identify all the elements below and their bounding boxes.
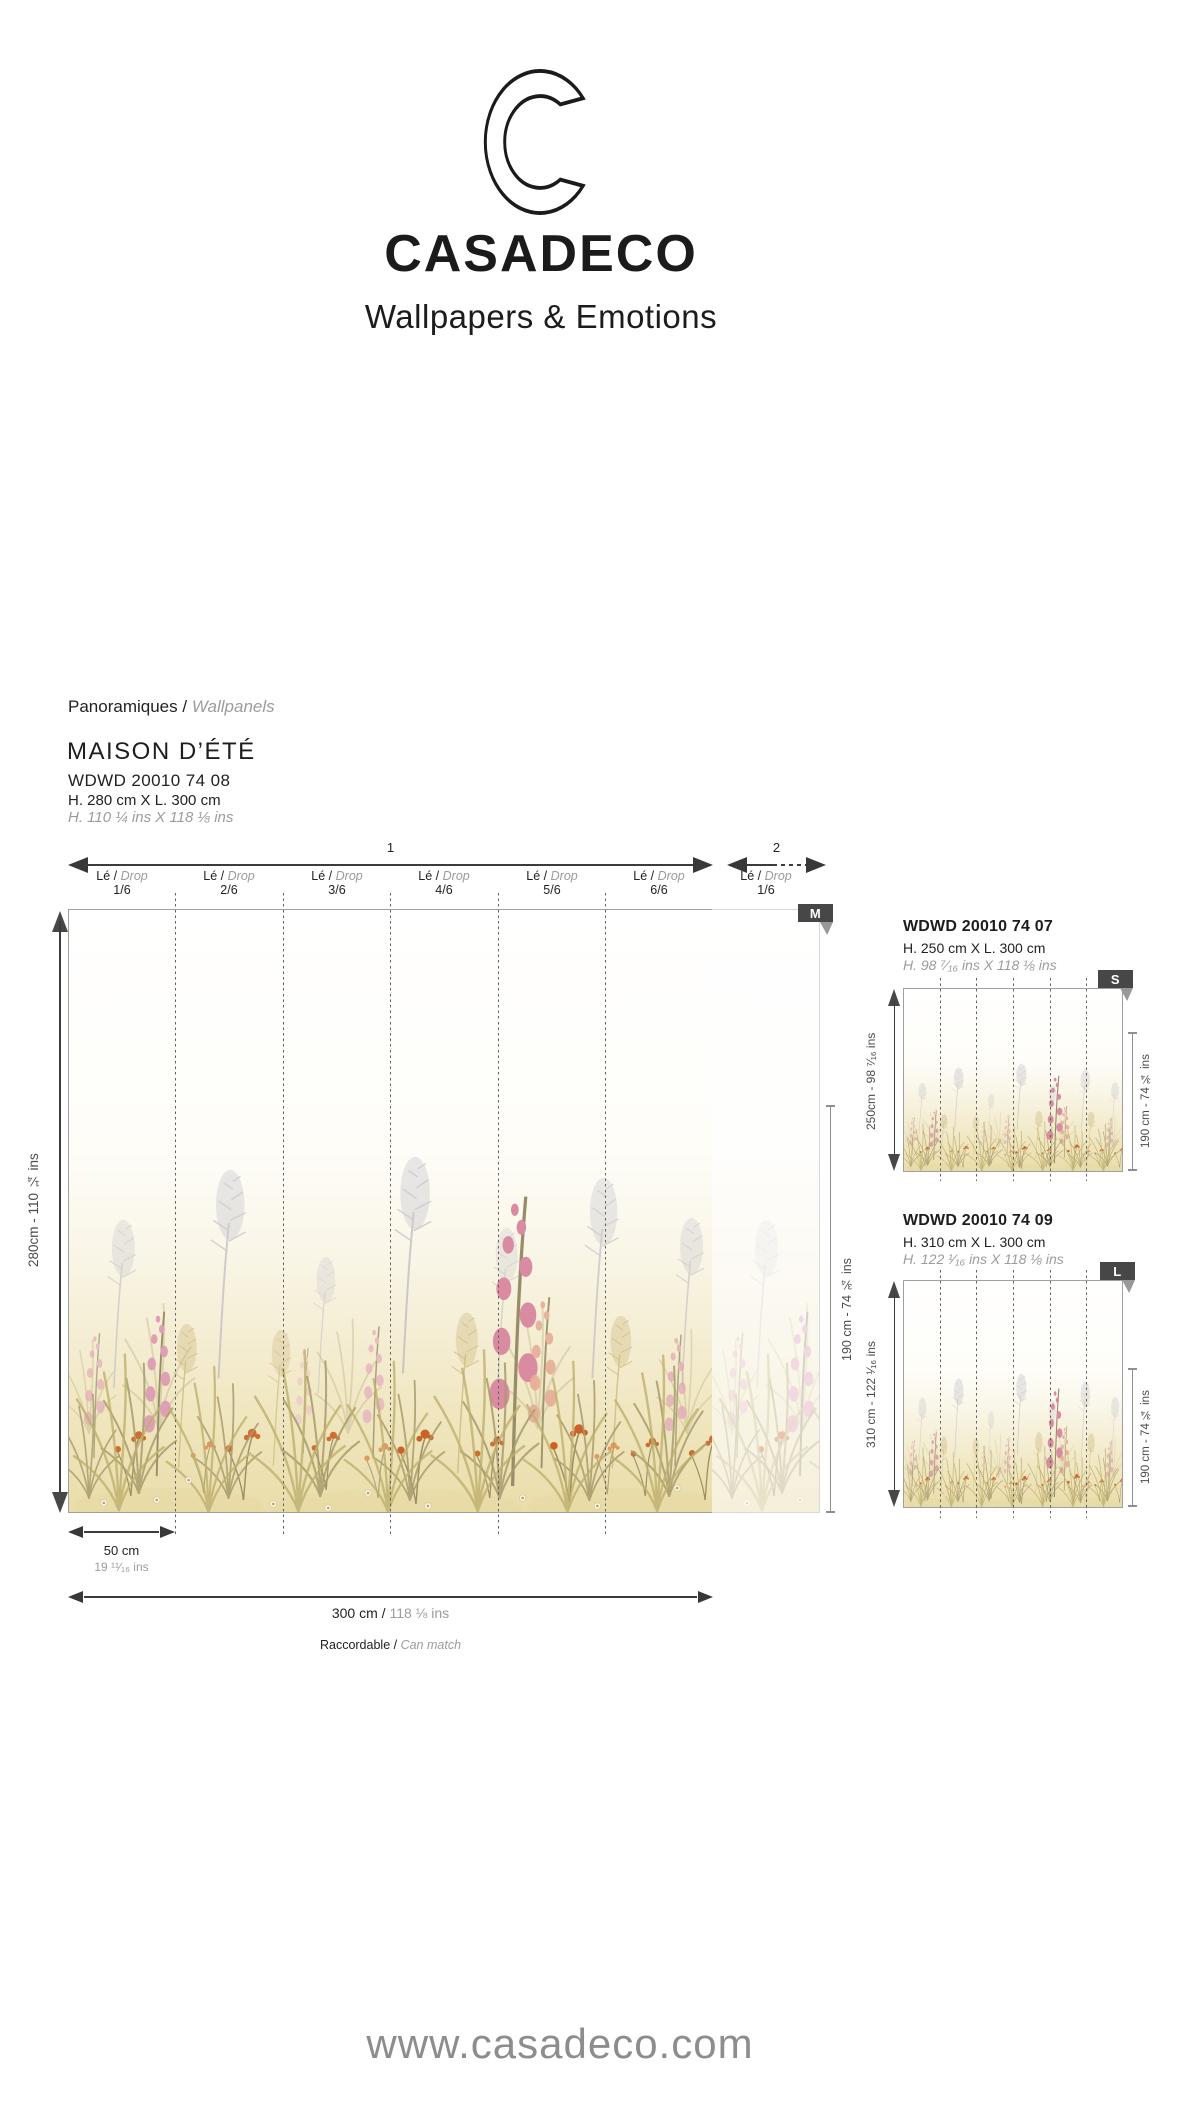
total-width-arrow bbox=[68, 1589, 713, 1605]
product-size-cm: H. 280 cm X L. 300 cm bbox=[68, 792, 221, 809]
brand-name: CASADECO bbox=[384, 225, 698, 283]
variant-07-height-arrow bbox=[888, 989, 901, 1171]
size-badge-s: S bbox=[1098, 970, 1133, 988]
drop-label-5: Lé / Drop 5/6 bbox=[504, 869, 600, 897]
main-height-arrow bbox=[52, 911, 68, 1513]
drop-width-ins-label: 19 ¹¹⁄₁₆ ins bbox=[94, 1560, 149, 1574]
drop-separator-line bbox=[1086, 978, 1087, 1181]
arrow-right-head-icon bbox=[160, 1526, 175, 1538]
drop-label-2: Lé / Drop 2/6 bbox=[181, 869, 277, 897]
brand-tagline: Wallpapers & Emotions bbox=[364, 298, 718, 335]
variant-09-size-cm: H. 310 cm X L. 300 cm bbox=[903, 1234, 1046, 1250]
variant-09-partial-line bbox=[1132, 1368, 1133, 1507]
drop-fraction: 5/6 bbox=[543, 883, 561, 897]
variant-07-partial-label: 190 cm - 74 ¾ ins bbox=[1140, 1054, 1152, 1149]
drop-separator-line bbox=[1013, 1270, 1014, 1518]
arrow-down-head-icon bbox=[888, 1154, 900, 1171]
repeat-strip-preview bbox=[712, 909, 820, 1513]
drop-separator-line bbox=[498, 893, 499, 1537]
drop-fraction: 1/6 bbox=[757, 883, 775, 897]
drop-separator-line bbox=[940, 978, 941, 1181]
website-link[interactable]: www.casadeco.com bbox=[366, 2020, 754, 2067]
drop-separator-line bbox=[1050, 978, 1051, 1181]
variant-07-size-ins: H. 98 ⁷⁄₁₆ ins X 118 ⅛ ins bbox=[903, 957, 1057, 973]
drop-fraction: 1/6 bbox=[113, 883, 131, 897]
category-line bbox=[68, 697, 275, 717]
product-reference: WDWD 20010 74 08 bbox=[68, 771, 231, 790]
arrow-right-head-icon bbox=[698, 1591, 713, 1603]
drop-separator-line bbox=[976, 978, 977, 1181]
drop-separator-line bbox=[940, 1270, 941, 1518]
match-note: Raccordable / Can match bbox=[319, 1638, 462, 1652]
variant-09-height-label: 310 cm - 122 ¹⁄₁₆ ins bbox=[864, 1341, 878, 1449]
drop-separator-line bbox=[1050, 1270, 1051, 1518]
drop-label-1: Lé / Drop 1/6 bbox=[74, 869, 170, 897]
variant-09-size-ins: H. 122 ¹⁄₁₆ ins X 118 ⅛ ins bbox=[903, 1251, 1064, 1267]
arrow-down-head-icon bbox=[52, 1492, 68, 1513]
strip-1-marker: 1 bbox=[386, 840, 395, 855]
category-en: Wallpanels bbox=[191, 697, 275, 716]
wallpaper-mural-image-faded bbox=[712, 910, 820, 1512]
drop-fraction: 3/6 bbox=[328, 883, 346, 897]
main-partial-height-label: 190 cm - 74 ¾ ins bbox=[840, 1258, 854, 1362]
drop-fraction: 6/6 bbox=[650, 883, 668, 897]
badge-fold-icon bbox=[820, 922, 833, 935]
drop-separator-line bbox=[175, 893, 176, 1537]
drop-width-arrow bbox=[68, 1524, 175, 1540]
variant-09-reference: WDWD 20010 74 09 bbox=[903, 1212, 1053, 1229]
product-title: MAISON D’ÉTÉ bbox=[67, 738, 256, 765]
arrow-left-head-icon bbox=[68, 1526, 83, 1538]
variant-09-partial-label: 190 cm - 74 ¾ ins bbox=[1140, 1390, 1152, 1485]
variant-07-height-label: 250cm - 98 ⁷⁄₁₆ ins bbox=[864, 1032, 878, 1130]
product-size-ins: H. 110 ¼ ins X 118 ⅛ ins bbox=[68, 809, 234, 826]
size-badge-l: L bbox=[1100, 1262, 1135, 1280]
drop-separator-line bbox=[605, 893, 606, 1537]
drop-separator-line bbox=[976, 1270, 977, 1518]
size-badge-m: M bbox=[798, 904, 833, 922]
arrow-down-head-icon bbox=[888, 1490, 900, 1507]
drop-fraction: 2/6 bbox=[220, 883, 238, 897]
drop-fraction: 4/6 bbox=[435, 883, 453, 897]
main-height-label: 280cm - 110 ¼ ins bbox=[26, 1153, 41, 1267]
casadeco-logo-c-icon bbox=[483, 68, 597, 216]
category-fr: Panoramiques / bbox=[68, 697, 188, 716]
drop-separator-line bbox=[1086, 1270, 1087, 1518]
drop-label-3: Lé / Drop 3/6 bbox=[289, 869, 385, 897]
variant-09-height-arrow bbox=[888, 1281, 901, 1507]
variant-07-size-cm: H. 250 cm X L. 300 cm bbox=[903, 940, 1046, 956]
strip-2-marker: 2 bbox=[772, 840, 781, 855]
drop-label-4: Lé / Drop 4/6 bbox=[396, 869, 492, 897]
drop-separator-line bbox=[283, 893, 284, 1537]
drop-separator-line bbox=[1013, 978, 1014, 1181]
drop-width-cm-label: 50 cm bbox=[103, 1543, 140, 1558]
total-width-label: 300 cm / 118 ⅛ ins bbox=[331, 1605, 450, 1621]
variant-07-partial-line bbox=[1132, 1032, 1133, 1171]
drop-label-6: Lé / Drop 6/6 bbox=[611, 869, 707, 897]
main-partial-height-line bbox=[830, 1105, 831, 1513]
variant-07-reference: WDWD 20010 74 07 bbox=[903, 918, 1053, 935]
drop-label-7-repeat: Lé / Drop 1/6 bbox=[718, 869, 814, 897]
drop-separator-line bbox=[390, 893, 391, 1537]
badge-fold-icon bbox=[1122, 1280, 1135, 1293]
arrow-left-head-icon bbox=[68, 1591, 83, 1603]
